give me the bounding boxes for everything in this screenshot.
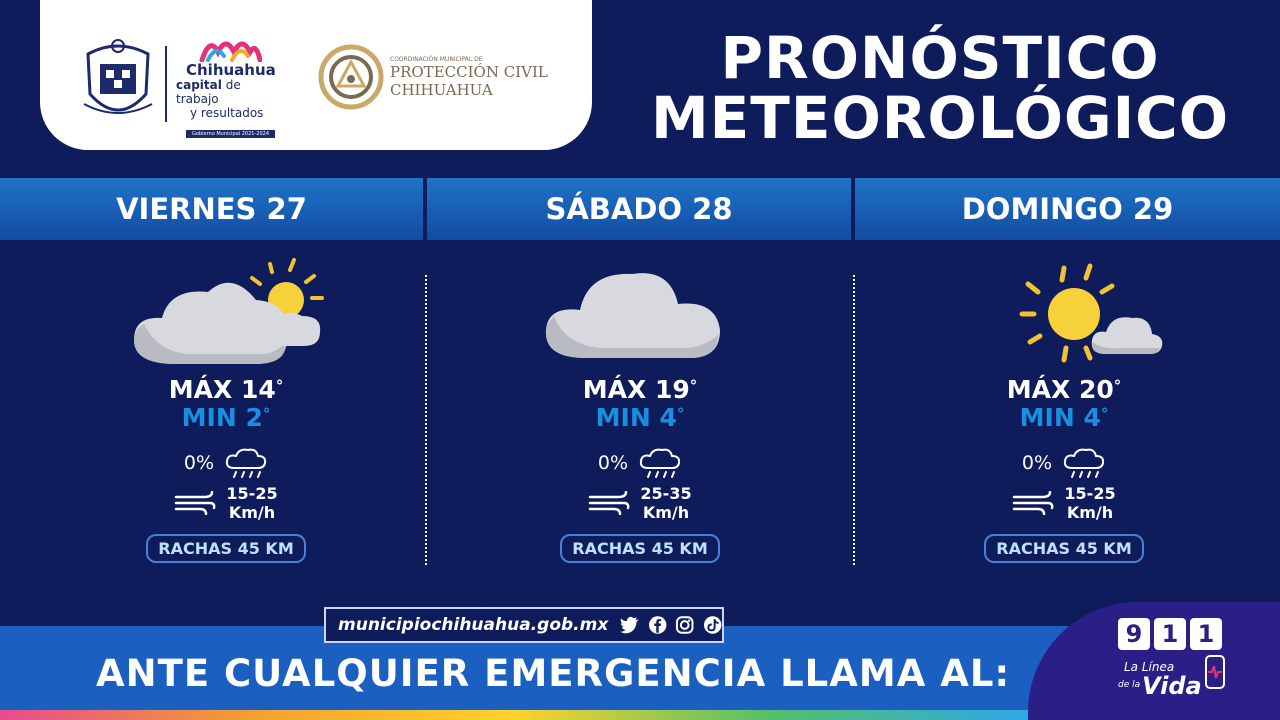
max-temperature: MÁX 19° (582, 375, 698, 404)
twitter-icon[interactable] (620, 615, 639, 635)
chihuahua-logo-tagline2: y resultados (190, 106, 264, 120)
day-header-3: DOMINGO 29 (855, 178, 1280, 240)
chihuahua-logo-name: Chihuahua (186, 61, 276, 79)
wind-speed: 25-35 Km/h (500, 484, 780, 522)
emergency-number[interactable] (1118, 618, 1222, 650)
mostly-sunny-icon (964, 250, 1164, 374)
wind-icon (588, 491, 630, 515)
gust-badge: RACHAS 45 KM (146, 534, 305, 563)
proteccion-civil-seal-icon (318, 44, 384, 110)
day-header-2: SÁBADO 28 (427, 178, 851, 240)
max-temperature: MÁX 14° (168, 375, 284, 404)
emergency-cta: ANTE CUALQUIER EMERGENCIA LLAMA AL: (96, 652, 1011, 695)
min-temperature: MIN 4° (1019, 403, 1109, 432)
rain-probability: 0% (924, 446, 1204, 480)
min-temperature: MIN 2° (181, 403, 271, 432)
forecast-day-2 (500, 250, 780, 563)
logo-panel (40, 0, 592, 150)
rain-probability: 0% (86, 446, 366, 480)
column-divider (853, 275, 855, 565)
chihuahua-mark-icon (198, 34, 262, 62)
proteccion-civil-text: COORDINACIÓN MUNICIPAL DE PROTECCIÓN CIVIL CHIHUAHUA (390, 56, 548, 99)
emergency-digit: 1 (1154, 618, 1186, 650)
rain-cloud-icon (224, 446, 268, 480)
rain-probability: 0% (500, 446, 780, 480)
emergency-digit: 9 (1118, 618, 1150, 650)
vida-text: Vida (1142, 672, 1202, 700)
max-temperature: MÁX 20° (1006, 375, 1122, 404)
emergency-panel (1028, 602, 1280, 720)
partly-cloudy-icon (126, 250, 326, 374)
chihuahua-logo-tagline: capital de trabajo (176, 78, 241, 106)
forecast-day-1 (86, 250, 366, 563)
forecast-day-3 (924, 250, 1204, 563)
column-divider (425, 275, 427, 565)
emergency-digit: 1 (1190, 618, 1222, 650)
gust-badge: RACHAS 45 KM (560, 534, 719, 563)
gust-badge: RACHAS 45 KM (984, 534, 1143, 563)
wind-icon (174, 491, 216, 515)
wind-icon (1012, 491, 1054, 515)
linea-text: La Línea (1124, 660, 1175, 674)
wind-speed: 15-25 Km/h (924, 484, 1204, 522)
day-header-1: VIERNES 27 (0, 178, 423, 240)
dela-text: de la (1118, 680, 1141, 690)
website-link[interactable] (324, 607, 724, 643)
page-title: PRONÓSTICO METEOROLÓGICO (650, 24, 1230, 152)
logo-divider (165, 46, 167, 122)
city-shield-logo (80, 34, 156, 126)
rain-cloud-icon (638, 446, 682, 480)
wind-speed: 15-25 Km/h (86, 484, 366, 522)
min-temperature: MIN 4° (595, 403, 685, 432)
cloudy-icon (540, 250, 740, 374)
chihuahua-logo-period: Gobierno Municipal 2021-2024 (186, 130, 275, 138)
instagram-icon[interactable] (675, 615, 694, 635)
facebook-icon[interactable] (648, 615, 667, 635)
phone-icon (1204, 654, 1226, 690)
chihuahua-logo (176, 34, 286, 139)
website-url[interactable]: municipiochihuahua.gob.mx (338, 615, 609, 635)
rain-cloud-icon (1062, 446, 1106, 480)
tiktok-icon[interactable] (703, 615, 722, 635)
